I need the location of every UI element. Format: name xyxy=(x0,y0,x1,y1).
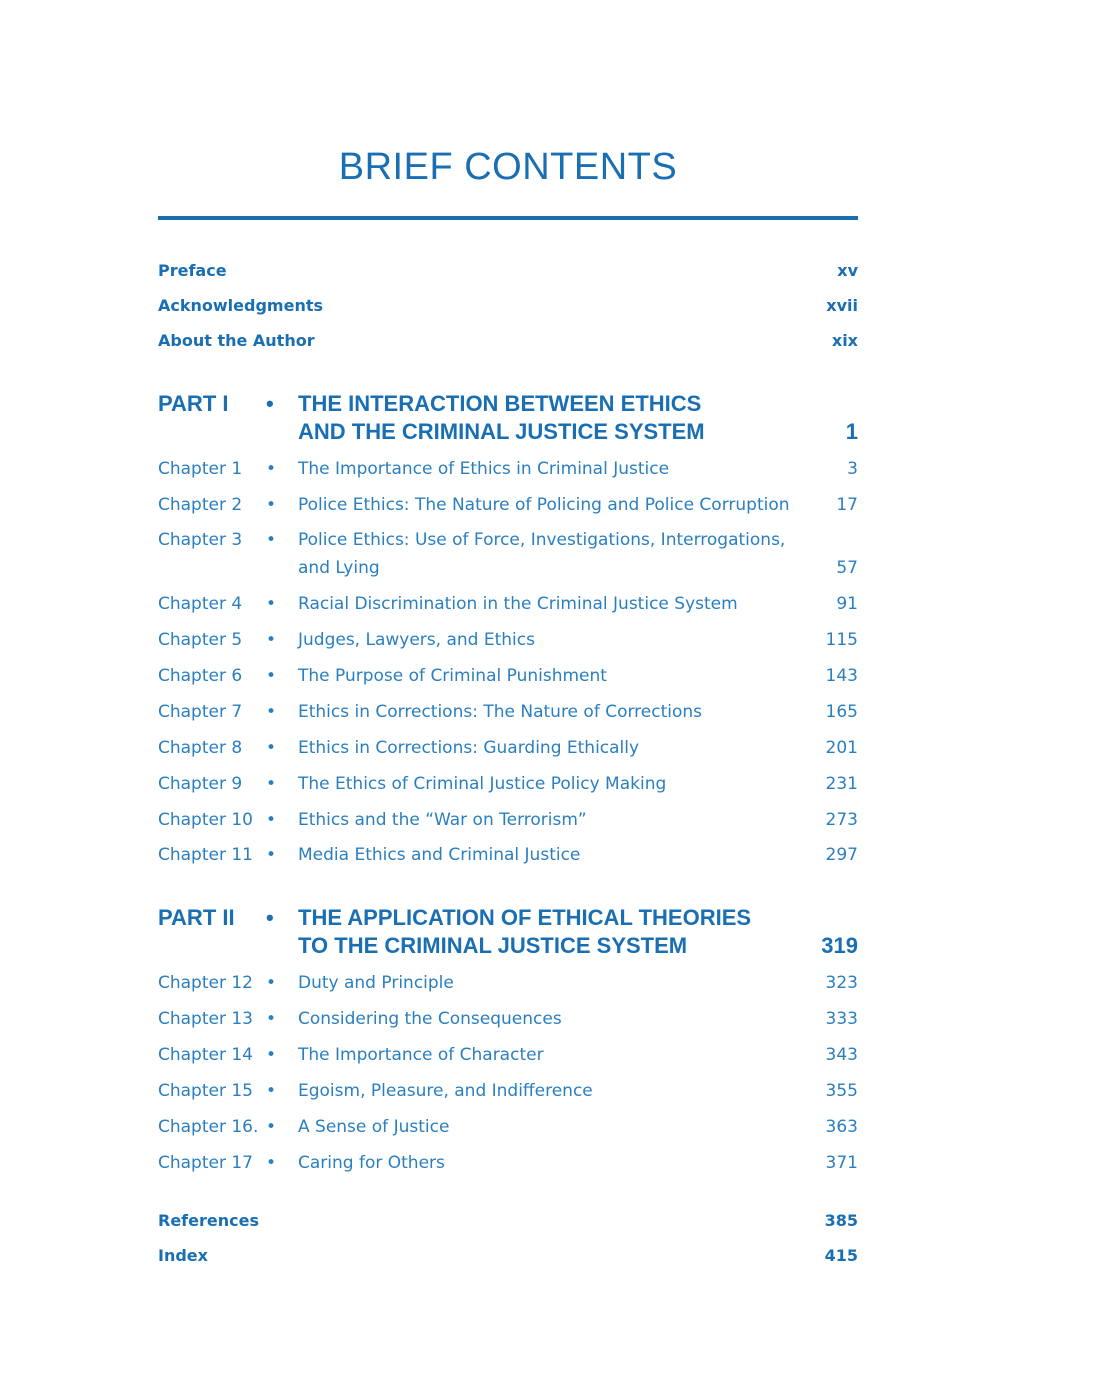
chapter-label: Chapter 14 xyxy=(158,1045,254,1065)
part-page: 1 xyxy=(845,419,858,444)
toc-entry-acknowledgments[interactable] xyxy=(158,296,858,320)
chapter-title: The Ethics of Criminal Justice Policy Making xyxy=(298,774,667,794)
chapter-label: Chapter 16. xyxy=(158,1117,259,1137)
chapter-title: The Purpose of Criminal Punishment xyxy=(298,666,607,686)
entry-label: About the Author xyxy=(158,331,315,350)
chapter-page: 323 xyxy=(825,973,858,993)
chapter-page: 57 xyxy=(836,558,858,578)
chapter-page: 231 xyxy=(825,774,858,794)
chapter-title: Ethics in Corrections: The Nature of Corrections xyxy=(298,702,703,722)
bullet-separator: • xyxy=(266,1081,277,1101)
chapter-label: Chapter 13 xyxy=(158,1009,254,1029)
part-title-line-2: AND THE CRIMINAL JUSTICE SYSTEM xyxy=(298,419,705,444)
bullet-separator: • xyxy=(266,1153,277,1173)
chapter-label: Chapter 17 xyxy=(158,1153,254,1173)
chapter-page: 143 xyxy=(825,666,858,686)
bullet-separator: • xyxy=(266,905,274,930)
bullet-separator: • xyxy=(266,1009,277,1029)
entry-label: Preface xyxy=(158,261,227,280)
chapter-title: The Importance of Ethics in Criminal Justice xyxy=(298,459,670,479)
chapter-label: Chapter 10 xyxy=(158,810,254,830)
bullet-separator: • xyxy=(266,594,277,614)
chapter-label: Chapter 8 xyxy=(158,738,243,758)
title-divider xyxy=(158,216,858,220)
chapter-title: Media Ethics and Criminal Justice xyxy=(298,845,581,865)
chapter-label: Chapter 6 xyxy=(158,666,243,686)
chapter-title: Police Ethics: The Nature of Policing and Police Corruption xyxy=(298,495,790,515)
chapter-page: 371 xyxy=(825,1153,858,1173)
entry-label: Index xyxy=(158,1246,208,1265)
bullet-separator: • xyxy=(266,810,277,830)
part-heading-1[interactable] xyxy=(158,390,858,446)
chapter-title: A Sense of Justice xyxy=(298,1117,450,1137)
bullet-separator: • xyxy=(266,630,277,650)
part-page: 319 xyxy=(821,933,858,958)
chapter-title-line-1: Police Ethics: Use of Force, Investigations, Interrogations, xyxy=(298,530,786,550)
bullet-separator: • xyxy=(266,774,277,794)
toc-entry-index[interactable] xyxy=(158,1246,858,1270)
chapter-label: Chapter 9 xyxy=(158,774,243,794)
chapter-page: 91 xyxy=(836,594,858,614)
bullet-separator: • xyxy=(266,973,277,993)
chapter-page: 115 xyxy=(825,630,858,650)
chapter-label: Chapter 2 xyxy=(158,495,243,515)
part-title xyxy=(298,904,798,960)
chapter-title: Egoism, Pleasure, and Indifference xyxy=(298,1081,593,1101)
chapter-page: 333 xyxy=(825,1009,858,1029)
chapter-title: Considering the Consequences xyxy=(298,1009,562,1029)
chapter-title: Duty and Principle xyxy=(298,973,454,993)
chapter-title: Racial Discrimination in the Criminal Justice System xyxy=(298,594,738,614)
entry-label: References xyxy=(158,1211,259,1230)
chapter-title: The Importance of Character xyxy=(298,1045,544,1065)
chapter-page: 363 xyxy=(825,1117,858,1137)
bullet-separator: • xyxy=(266,459,277,479)
chapter-label: Chapter 3 xyxy=(158,530,243,550)
chapter-page: 273 xyxy=(825,810,858,830)
entry-page: xix xyxy=(831,331,858,350)
entry-page: 385 xyxy=(824,1211,858,1230)
chapter-entry-3[interactable] xyxy=(158,526,858,582)
toc-entry-about-author[interactable] xyxy=(158,331,858,355)
part-heading-2[interactable] xyxy=(158,904,858,960)
chapter-title: Caring for Others xyxy=(298,1153,445,1173)
chapter-page: 343 xyxy=(825,1045,858,1065)
page-title: BRIEF CONTENTS xyxy=(338,146,678,188)
chapter-page: 17 xyxy=(836,495,858,515)
part-title-line-1: THE APPLICATION OF ETHICAL THEORIES xyxy=(298,905,752,930)
chapter-page: 201 xyxy=(825,738,858,758)
chapter-title: Ethics and the “War on Terrorism” xyxy=(298,810,587,830)
bullet-separator: • xyxy=(266,1045,277,1065)
bullet-separator: • xyxy=(266,738,277,758)
part-label: PART I xyxy=(158,391,229,416)
bullet-separator: • xyxy=(266,391,274,416)
entry-page: xvii xyxy=(826,296,858,315)
part-title-line-2: TO THE CRIMINAL JUSTICE SYSTEM xyxy=(298,933,688,958)
chapter-label: Chapter 5 xyxy=(158,630,243,650)
chapter-title xyxy=(298,526,798,582)
chapter-title: Ethics in Corrections: Guarding Ethically xyxy=(298,738,640,758)
chapter-title: Judges, Lawyers, and Ethics xyxy=(298,630,535,650)
entry-label: Acknowledgments xyxy=(158,296,323,315)
toc-entry-references[interactable] xyxy=(158,1211,858,1235)
bullet-separator: • xyxy=(266,495,277,515)
bullet-separator: • xyxy=(266,1117,277,1137)
chapter-label: Chapter 1 xyxy=(158,459,243,479)
chapter-page: 3 xyxy=(847,459,858,479)
chapter-page: 165 xyxy=(825,702,858,722)
toc-entry-preface[interactable] xyxy=(158,261,858,285)
chapter-title-line-2: and Lying xyxy=(298,558,380,578)
chapter-label: Chapter 15 xyxy=(158,1081,254,1101)
chapter-label: Chapter 11 xyxy=(158,845,254,865)
chapter-page: 297 xyxy=(825,845,858,865)
part-title-line-1: THE INTERACTION BETWEEN ETHICS xyxy=(298,391,702,416)
bullet-separator: • xyxy=(266,702,277,722)
chapter-label: Chapter 12 xyxy=(158,973,254,993)
bullet-separator: • xyxy=(266,666,277,686)
part-label: PART II xyxy=(158,905,235,930)
part-title xyxy=(298,390,798,446)
entry-page: xv xyxy=(837,261,858,280)
chapter-label: Chapter 7 xyxy=(158,702,243,722)
entry-page: 415 xyxy=(824,1246,858,1265)
bullet-separator: • xyxy=(266,530,277,550)
chapter-label: Chapter 4 xyxy=(158,594,243,614)
chapter-page: 355 xyxy=(825,1081,858,1101)
bullet-separator: • xyxy=(266,845,277,865)
